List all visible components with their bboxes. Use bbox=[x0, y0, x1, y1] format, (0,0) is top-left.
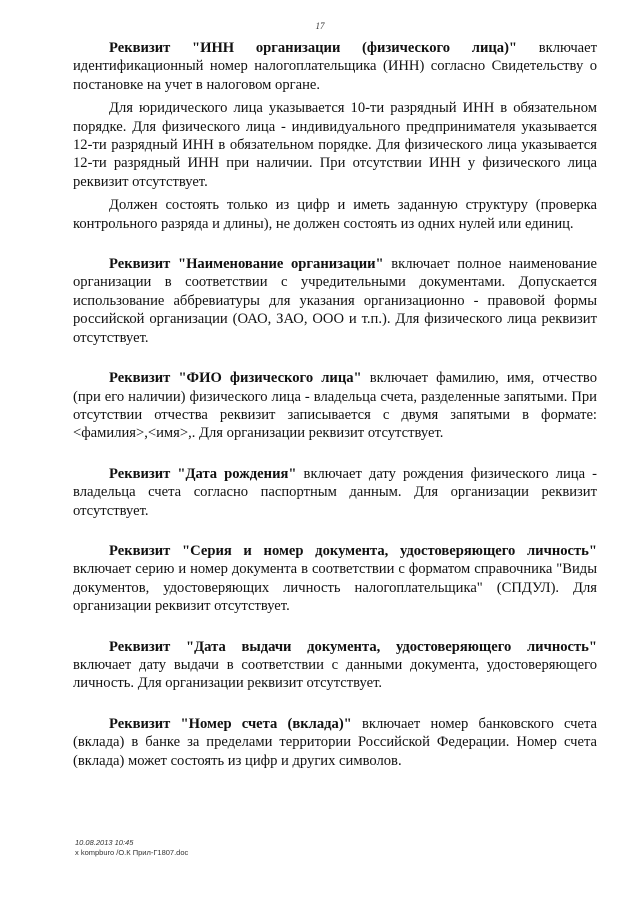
paragraph bbox=[73, 638, 597, 693]
section-fio bbox=[73, 369, 597, 443]
footer-file-path: x kompburo /О.К Прил-Г1807.doc bbox=[75, 848, 189, 857]
paragraph bbox=[73, 196, 597, 233]
section-birth-date bbox=[73, 465, 597, 520]
paragraph-text: включает фамилию, имя, отчество (при его наличии) физического лица - владельца счета, разделенные запятыми. При отсутствии отчества реквизит записывается с двумя запятыми в формате: <фамилия>,<имя>,. Для организации реквизит отсутствует. bbox=[73, 370, 597, 442]
paragraph bbox=[73, 369, 597, 443]
requisite-name: Реквизит "Наименование организации" bbox=[109, 256, 384, 273]
requisite-name: Реквизит "Номер счета (вклада)" bbox=[109, 715, 352, 732]
paragraph-text: Для юридического лица указывается 10-ти разрядный ИНН в обязательном порядке. Для физического лица - индивидуального предпринимателя указывается 12-ти разрядный ИНН в обязательном порядке. Для физического лица указывается 12-ти разрядный ИНН при наличии. При отсутствии ИНН у физического лица реквизит отсутствует. bbox=[73, 100, 597, 190]
paragraph-text: включает дату выдачи в соответствии с данными документа, удостоверяющего личность. Для организации реквизит отсутствует. bbox=[73, 656, 597, 692]
section-account-number bbox=[73, 715, 597, 770]
paragraph bbox=[73, 542, 597, 616]
document-body bbox=[73, 39, 597, 792]
paragraph bbox=[73, 39, 597, 94]
footer-datetime: 10.08.2013 10:45 bbox=[75, 838, 134, 847]
requisite-name: Реквизит "Серия и номер документа, удостоверяющего личность" bbox=[109, 542, 597, 559]
paragraph-text: включает номер банковского счета (вклада) в банке за пределами территории Российской Федерации. Номер счета (вклада) может состоять из цифр и других символов. bbox=[73, 715, 597, 769]
section-document-issue-date bbox=[73, 638, 597, 693]
paragraph-text: включает дату рождения физического лица - владельца счета согласно паспортным данным. Для организации реквизит отсутствует. bbox=[73, 465, 597, 519]
section-org-name bbox=[73, 255, 597, 347]
paragraph-text: включает полное наименование организации в соответствии с учредительными документами. Допускается использование аббревиатуры для указания организационно - правовой формы российской организации (ОАО, ЗАО, ООО и т.п.). Для физического лица реквизит отсутствует. bbox=[73, 256, 597, 346]
document-footer bbox=[75, 838, 188, 858]
section-inn bbox=[73, 39, 597, 233]
paragraph bbox=[73, 715, 597, 770]
paragraph bbox=[73, 255, 597, 347]
paragraph-text: включает идентификационный номер налогоплательщика (ИНН) согласно Свидетельству о постановке на учет в налоговом органе. bbox=[73, 40, 597, 93]
page-number: 17 bbox=[315, 21, 325, 31]
section-document-number bbox=[73, 542, 597, 616]
requisite-name: Реквизит "Дата рождения" bbox=[109, 465, 297, 482]
paragraph-text: Должен состоять только из цифр и иметь заданную структуру (проверка контрольного разряда и длины), не должен состоять из одних нулей или единиц. bbox=[73, 197, 597, 232]
paragraph bbox=[73, 99, 597, 191]
requisite-name: Реквизит "ИНН организации (физического лица)" bbox=[109, 40, 518, 56]
paragraph-text: включает серию и номер документа в соответствии с форматом справочника "Виды документов, удостоверяющих личность налогоплательщика" (СПДУЛ). Для организации реквизит отсутствует. bbox=[73, 561, 597, 615]
requisite-name: Реквизит "Дата выдачи документа, удостоверяющего личность" bbox=[109, 638, 597, 655]
requisite-name: Реквизит "ФИО физического лица" bbox=[109, 370, 362, 387]
paragraph bbox=[73, 465, 597, 520]
